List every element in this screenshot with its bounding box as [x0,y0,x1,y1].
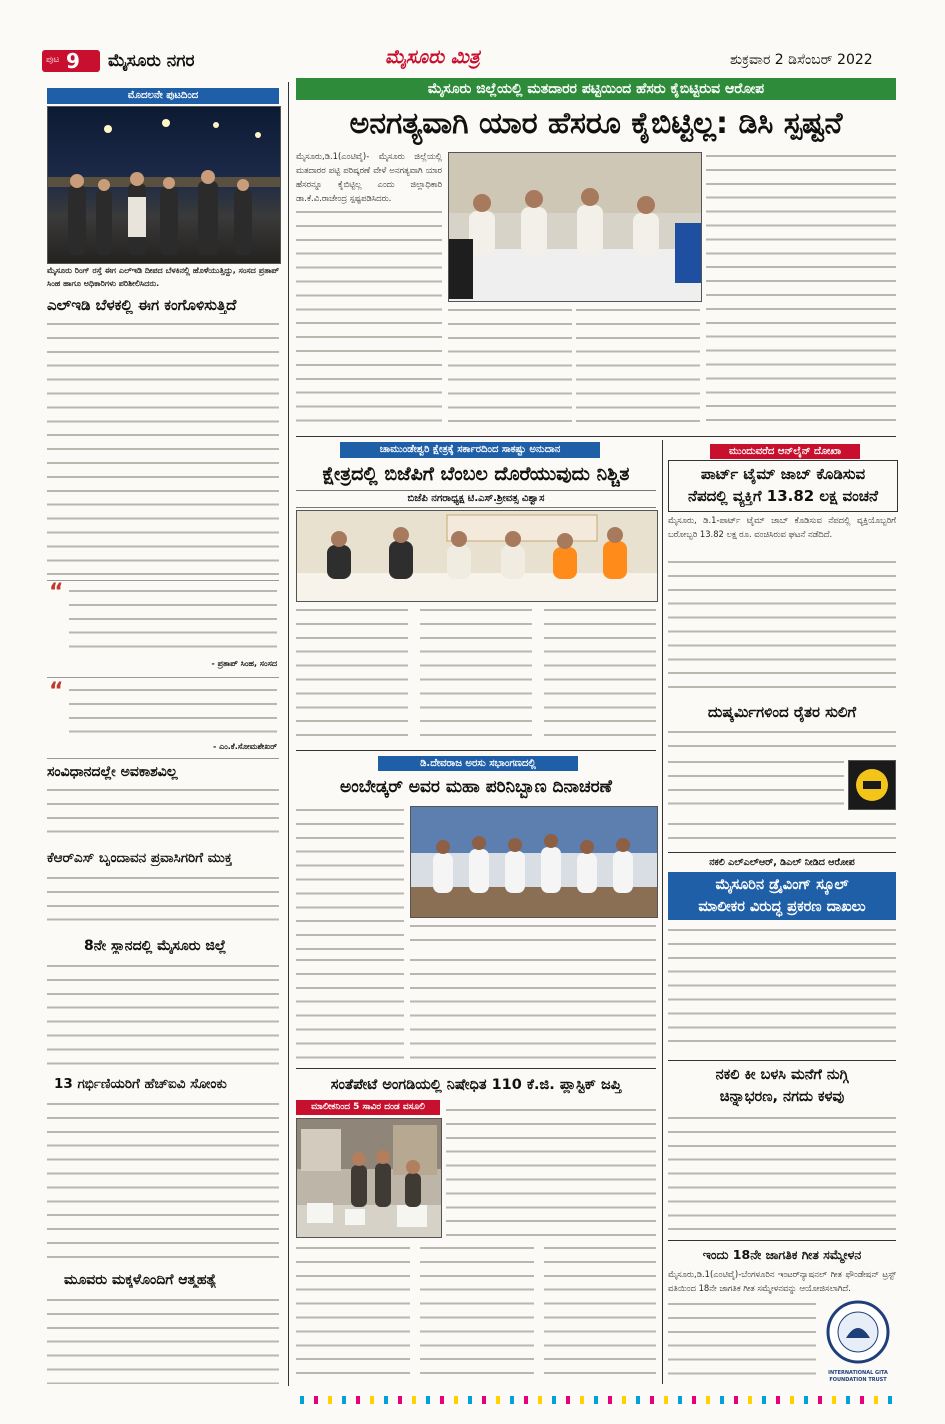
quote-mark-icon: “ [49,580,64,605]
page-label: ಪುಟ [46,55,60,65]
ambedkar-text-2 [410,920,656,950]
column-divider [288,82,289,1386]
santhepet-headline: ಸಂತೆಪೇಟೆ ಅಂಗಡಿಯಲ್ಲಿ ನಿಷೇಧಿತ 110 ಕೆ.ಜಿ. ಪ್ಲಾಸ್ಟಿಕ್ ಜಪ್ತಿ [330,1077,622,1093]
driving-school-headline-2: ಮಾಲೀಕರ ವಿರುದ್ಧ ಪ್ರಕರಣ ದಾಖಲು [698,899,866,915]
bjp-headline: ಕ್ಷೇತ್ರದಲ್ಲಿ ಬಿಜೆಪಿಗೆ ಬೆಂಬಲ ದೊರೆಯುವುದು ನಿಶ್ಚಿತ [322,463,630,485]
theft-headline-1: ನಕಲಿ ಕೀ ಬಳಸಿ ಮನೆಗೆ ನುಗ್ಗಿ [715,1067,849,1083]
ambedkar-photo [410,806,658,918]
eighth-place-headline: 8ನೇ ಸ್ಥಾನದಲ್ಲಿ ಮೈಸೂರು ಜಿಲ್ಲೆ [84,938,227,954]
page-tag [42,50,100,72]
mid-brief-text [296,954,404,1064]
ring-road-photo [47,106,281,264]
right-rule-3 [668,1240,896,1241]
online-fraud-headline-box [668,460,898,512]
fine-bar: ಮಾಲೀಕನಿಂದ 5 ಸಾವಿರ ದಂಡ ವಸೂಲಿ [296,1100,440,1115]
mid-rule-1 [296,750,656,751]
lead-meeting-photo [448,152,702,302]
savidhana-headline: ಸಂವಿಧಾನದಲ್ಲೇ ಅವಕಾಶವಿಲ್ಲ [47,764,178,780]
lead-headline: ಅನಗತ್ಯವಾಗಿ ಯಾರ ಹೆಸರೂ ಕೈಬಿಟ್ಟಿಲ್ಲ: ಡಿಸಿ ಸ್ಪಷ್ಟನೆ [349,106,843,141]
continued-bar: ಮೊದಲನೇ ಪುಟದಿಂದ [47,88,279,104]
gita-foundation-logo [820,1300,896,1384]
led-headline: ಎಲ್‌ಇಡಿ ಬೆಳಕಲ್ಲಿ ಈಗ ಕಂಗೊಳಿಸುತ್ತಿದೆ [47,296,237,314]
quote-2-credit: - ಎಂ.ಕೆ.ಸೋಮಶೇಖರ್ [212,742,277,751]
gita-intro: ಮೈಸೂರು,ಡಿ.1(ಎಂಟಿವೈ)-ಬೆಂಗಳೂರಿನ ಇಂಟರ್‌ನ್ಯಾಷನಲ್ ಗೀತ ಫೌಂಡೇಷನ್ ಟ್ರಸ್ಟ್ ವತಿಯಿಂದ 18ನೇ ಜಾಗತಿಕ ಗೀತ ಸಮ್ಮೇಳನವನ್ನು ಆಯೋಜಿಸಲಾಗಿದೆ. [668,1269,896,1293]
crime-logo-box [848,760,896,810]
plastic-seizure-photo [296,1118,442,1238]
led-story-text [47,318,279,578]
driving-school-bar: ನಕಲಿ ಎಲ್‌ಎಲ್‌ಆರ್, ಡಿಎಲ್ ನೀಡಿದ ಆರೋಪ [709,857,855,868]
right-rule-2 [668,1060,896,1061]
ambedkar-text-1 [296,804,404,950]
chamundeshwari-bar: ಚಾಮುಂಡೇಶ್ವರಿ ಕ್ಷೇತ್ರಕ್ಕೆ ಸರ್ಕಾರದಿಂದ ಸಾಕಷ್ಟು ಅನುದಾನ [340,442,600,458]
savidhana-text [47,784,279,844]
mid-rule-2 [296,1068,656,1069]
driving-school-headline-1: ಮೈಸೂರಿನ ಡ್ರೈವಿಂಗ್ ಸ್ಕೂಲ್ [715,877,849,893]
eighth-place-text [47,960,279,1070]
dushkarmi-headline: ದುಷ್ಕರ್ಮಿಗಳಿಂದ ರೈತರ ಸುಲಿಗೆ [707,703,857,721]
gita-text [668,1298,816,1384]
bjp-text [296,604,656,744]
dushkarmi-text-1 [668,726,896,756]
quote-2-text [69,684,277,740]
krs-text [47,872,279,932]
lead-col4-text [706,150,896,430]
gita-logo-text: INTERNATIONAL GITA FOUNDATION TRUST [828,1370,888,1383]
lead-intro-text: ಮೈಸೂರು,ಡಿ.1(ಎಂಟಿವೈ)- ಮೈಸೂರು ಜಿಲ್ಲೆಯಲ್ಲಿ ಮತದಾರರ ಪಟ್ಟಿ ಪರಿಷ್ಕರಣೆ ವೇಳೆ ಅನಗತ್ಯವಾಗಿ ಯಾರ ಹೆಸರನ್ನೂ ಕೈಬಿಟ್ಟಿಲ್ಲ ಎಂದು ಜಿಲ್ಲಾಧಿಕಾರಿ ಡಾ.ಕೆ.ವಿ.ರಾಜೇಂದ್ರ ಸ್ಪಷ್ಟಪಡಿಸಿದರು. [296,151,442,203]
suicide-headline: ಮೂವರು ಮಕ್ಕಳೊಂದಿಗೆ ಆತ್ಮಹತ್ಯೆ [64,1272,217,1288]
driving-school-headline-box [668,872,896,920]
column-divider-right [662,440,663,1384]
pull-quote-1 [47,580,279,678]
masthead [0,40,945,82]
theft-text [668,1112,896,1238]
issue-date: ಶುಕ್ರವಾರ 2 ಡಿಸೆಂಬರ್ 2022 [730,52,873,68]
paper-logo: ಮೈಸೂರು ಮಿತ್ರ [385,46,480,68]
online-fraud-headline-1: ಪಾರ್ಟ್ ಟೈಮ್ ಜಾಬ್ ಕೊಡಿಸುವ [700,465,866,483]
suicide-text [47,1294,279,1384]
online-fraud-headline-2: ನೆಪದಲ್ಲಿ ವ್ಯಕ್ತಿಗೆ 13.82 ಲಕ್ಷ ವಂಚನೆ [688,487,878,505]
driving-school-text [668,924,896,1054]
theft-headline-2: ಚಿನ್ನಾಭರಣ, ನಗದು ಕಳವು [719,1089,845,1105]
quote-1-text [69,585,277,655]
registration-marks [300,1396,900,1404]
hiv-text [47,1098,279,1266]
right-rule-1 [668,852,896,853]
dushkarmi-text-2 [668,756,844,816]
ambedkar-bar: ಡಿ.ದೇವರಾಜ ಅರಸು ಸಭಾಂಗಣದಲ್ಲಿ [378,756,578,771]
bjp-subheadline: ಬಿಜೆಪಿ ನಗರಾಧ್ಯಕ್ಷ ಟಿ.ಎಸ್.ಶ್ರೀವತ್ಸ ವಿಶ್ವಾಸ [296,490,656,508]
gita-headline: ಇಂದು 18ನೇ ಜಾಗತಿಕ ಗೀತ ಸಮ್ಮೇಳನ [702,1247,862,1262]
lead-col1-text [296,206,442,430]
lead-bottom-rule [296,436,896,437]
photo-caption: ಮೈಸೂರು ರಿಂಗ್ ರಸ್ತೆ ಈಗ ಎಲ್‌ಇಡಿ ದೀಪದ ಬೆಳಕಿನಲ್ಲಿ ಹೊಳೆಯುತ್ತಿದ್ದು, ಸಂಸದ ಪ್ರತಾಪ್ ಸಿಂಹ ಹಾಗೂ ಅಧಿಕಾರಿಗಳು ಪರಿಶೀಲಿಸಿದರು. [47,266,279,288]
ambedkar-headline: ಅಂಬೇಡ್ಕರ್ ಅವರ ಮಹಾ ಪರಿನಿಬ್ಬಾಣ ದಿನಾಚರಣೆ [340,777,612,797]
online-fraud-intro: ಮೈಸೂರು, ಡಿ.1-ಪಾರ್ಟ್ ಟೈಮ್ ಜಾಬ್ ಕೊಡಿಸುವ ನೆಪದಲ್ಲಿ ವ್ಯಕ್ತಿಯೊಬ್ಬರಿಗೆ ಬರೋಬ್ಬರಿ 13.82 ಲಕ್ಷ ರೂ. ವಂಚಿಸಿರುವ ಘಟನೆ ನಡೆದಿದೆ. [668,515,896,539]
pull-quote-2 [47,680,279,759]
bjp-press-photo [296,510,658,602]
section-name: ಮೈಸೂರು ನಗರ [108,51,195,71]
krs-headline: ಕೆಆರ್‌ಎಸ್ ಬೃಂದಾವನ ಪ್ರವಾಸಿಗರಿಗೆ ಮುಕ್ತ [47,850,233,866]
lead-col2-text [448,304,572,430]
quote-mark-icon: “ [49,679,64,704]
health-brief-text [410,954,656,1064]
online-fraud-bar: ಮುಂದುವರೆದ ಆನ್‌ಲೈನ್ ದೋಖಾ [710,444,860,459]
santhepet-text-2 [296,1242,656,1384]
santhepet-text-1 [446,1104,656,1238]
lead-topic-text: ಮೈಸೂರು ಜಿಲ್ಲೆಯಲ್ಲಿ ಮತದಾರರ ಪಟ್ಟಿಯಿಂದ ಹೆಸರು ಕೈಬಿಟ್ಟಿರುವ ಆರೋಪ [427,81,765,97]
hiv-headline: 13 ಗರ್ಭಿಣಿಯರಿಗೆ ಹೆಚ್‌ಐವಿ ಸೋಂಕು [54,1076,227,1092]
lead-col3-text [576,304,700,430]
online-fraud-text [668,556,896,694]
page-number: 9 [66,49,80,73]
dushkarmi-text-3 [668,818,896,850]
quote-1-credit: - ಪ್ರತಾಪ್ ಸಿಂಹ, ಸಂಸದ [211,659,277,668]
